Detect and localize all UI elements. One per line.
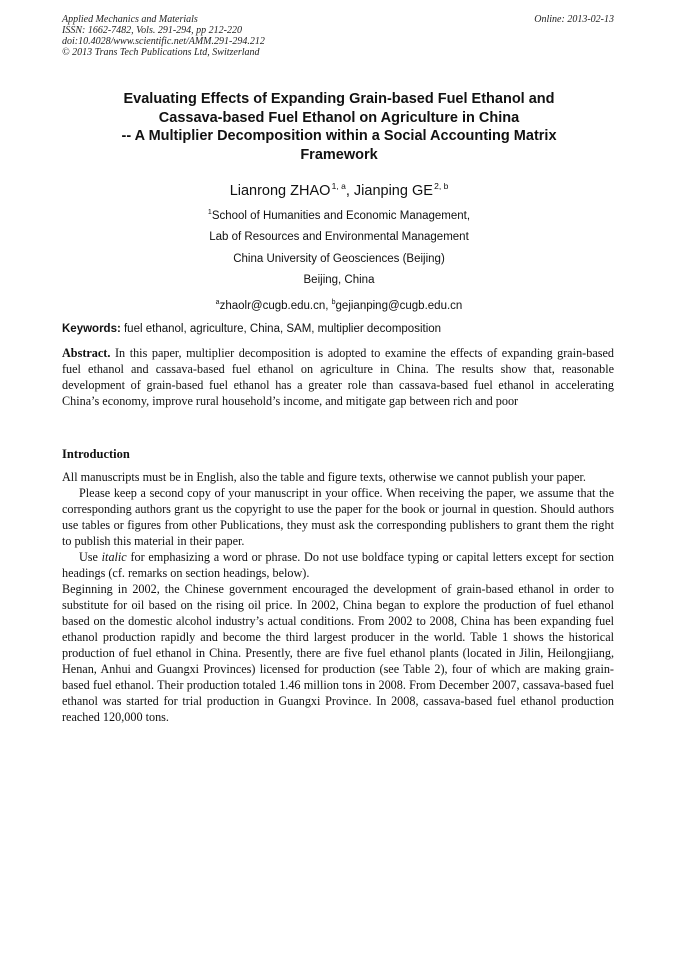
affiliation-line-1: $^1$School of Humanities and Economic Management, bbox=[207, 209, 471, 222]
italic-word: italic bbox=[101, 550, 127, 564]
doi-line: doi:10.4028/www.scientific.net/AMM.291-294.212 bbox=[62, 36, 265, 47]
author-2: Jianping GE bbox=[353, 183, 433, 199]
affiliation-line-4: Beijing, China bbox=[303, 274, 375, 287]
affiliation-sup: 1 bbox=[207, 209, 212, 216]
online-date: Online: 2013-02-13 bbox=[534, 14, 614, 25]
title-line-1: Evaluating Effects of Expanding Grain-based Fuel Ethanol and bbox=[123, 91, 555, 107]
section-heading-introduction: Introduction bbox=[62, 447, 130, 461]
email-a: zhaolr@cugb.edu.cn, bbox=[219, 299, 332, 312]
title-line-4: Framework bbox=[300, 146, 378, 163]
keywords bbox=[62, 321, 616, 337]
title-line-3: -- A Multiplier Decomposition within a Social Accounting Matrix bbox=[121, 128, 557, 144]
abstract-label: Abstract. bbox=[62, 346, 111, 360]
author-2-affil: 2, b bbox=[434, 181, 449, 191]
abstract-text: In this paper, multiplier decomposition is adopted to examine the effects of expanding grain-based fuel ethanol and cassava-based fuel ethanol on agriculture in China. The results show that, reasonable development of grain-based fuel ethanol has a greater role than cassava-based fuel ethanol in accelerating China’s economy, improve rural household’s income, and mitigate gap between rich and poor bbox=[62, 346, 614, 408]
affiliation-line-3: China University of Geosciences (Beijing) bbox=[233, 252, 445, 265]
issn-line: ISSN: 1662-7482, Vols. 291-294, pp 212-220 bbox=[62, 25, 242, 36]
copyright-line: © 2013 Trans Tech Publications Ltd, Switzerland bbox=[62, 47, 260, 58]
affiliation-line-2: Lab of Resources and Environmental Management bbox=[209, 231, 469, 244]
paper-title bbox=[62, 90, 616, 164]
journal-header bbox=[62, 14, 614, 58]
keywords-label: Keywords: bbox=[62, 323, 121, 335]
title-line-2: Cassava-based Fuel Ethanol on Agriculture in China bbox=[158, 109, 520, 126]
author-list bbox=[0, 176, 678, 201]
journal-name: Applied Mechanics and Materials bbox=[62, 14, 198, 25]
intro-paragraph-3: Use italic for emphasizing a word or phrase. Do not use boldface typing or capital letters except for section headings (cf. remarks on section headings, below). bbox=[62, 550, 614, 580]
email-b-sup: b bbox=[331, 298, 336, 306]
keywords-text: fuel ethanol, agriculture, China, SAM, multiplier decomposition bbox=[120, 323, 442, 335]
email-b: gejianping@cugb.edu.cn bbox=[335, 299, 463, 312]
author-1: Lianrong ZHAO bbox=[229, 183, 331, 199]
intro-paragraph-2: Please keep a second copy of your manuscript in your office. When receiving the paper, we assume that the corresponding authors grant us the copyright to use the paper for the book or journal in question. Should authors use tables or figures from other Publications, they must ask the corresponding publishers to grant them the right to publish this material in their paper. bbox=[62, 486, 614, 548]
abstract bbox=[62, 345, 614, 409]
intro-paragraph-4: Beginning in 2002, the Chinese government encouraged the development of grain-based ethanol in order to substitute for oil based on the rising oil price. In 2002, China began to explore the production of fuel ethanol based on the domestic alcohol industry’s actual conditions. From 2002 to 2008, China has been expanding fuel ethanol production rapidly and become the third largest producer in the world. Table 1 shows the historical production of fuel ethanol in China. Presently, there are five fuel ethanol plants (located in Jilin, Heilongjiang, Henan, Anhui and Guangxi Provinces) licensed for production (see Table 2), four of which are making grain-based fuel ethanol. Their production totaled 1.46 million tons in 2008. From December 2007, cassava-based fuel ethanol was started for trial production in Guangxi Province. In 2008, cassava-based fuel ethanol production reached 120,000 tons. bbox=[62, 582, 614, 724]
email-line bbox=[0, 292, 678, 317]
author-1-affil: 1, a bbox=[331, 181, 346, 191]
author-separator: , bbox=[345, 183, 354, 199]
email-a-sup: a bbox=[215, 298, 220, 306]
affiliation-block bbox=[0, 202, 678, 317]
introduction-body bbox=[62, 469, 614, 725]
intro-paragraph-1: All manuscripts must be in English, also the table and figure texts, otherwise we cannot publish your paper. bbox=[62, 470, 586, 484]
